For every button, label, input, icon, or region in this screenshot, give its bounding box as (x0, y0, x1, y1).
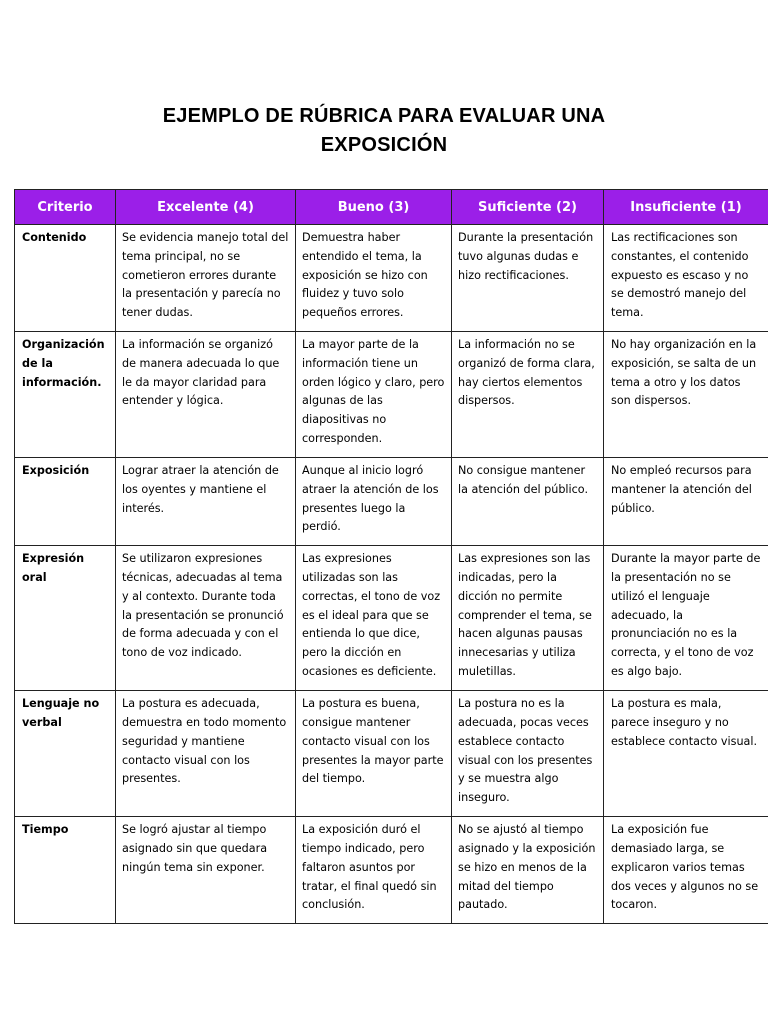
rubric-table-header (15, 190, 768, 225)
excelente-cell: La postura es adecuada, demuestra en todo momento seguridad y mantiene contacto visual con los presentes. (116, 691, 296, 817)
page-title-line-2: EXPOSICIÓN (320, 134, 448, 156)
insuficiente-cell: Durante la mayor parte de la presentación no se utilizó el lenguaje adecuado, la pronunciación no es la correcta, y el tono de voz es algo bajo. (604, 546, 768, 691)
suficiente-cell: La información no se organizó de forma clara, hay ciertos elementos dispersos. (452, 332, 604, 458)
excelente-cell: Se evidencia manejo total del tema principal, no se cometieron errores durante la presentación y parecía no tener dudas. (116, 225, 296, 332)
rubric-table-body (15, 225, 768, 924)
excelente-cell: La información se organizó de manera adecuada lo que le da mayor claridad para entender y lógica. (116, 332, 296, 458)
table-row (15, 691, 768, 817)
page-title-line-1: EJEMPLO DE RÚBRICA PARA EVALUAR UNA (162, 105, 606, 127)
table-row (15, 458, 768, 546)
header-suficiente: Suficiente (2) (452, 190, 604, 225)
table-row (15, 225, 768, 332)
criterion-cell: Exposición (15, 458, 116, 546)
suficiente-cell: Las expresiones son las indicadas, pero la dicción no permite comprender el tema, se hacen algunas pausas innecesarias y utiliza muletillas. (452, 546, 604, 691)
header-criterio: Criterio (15, 190, 116, 225)
criterion-cell: Contenido (15, 225, 116, 332)
excelente-cell: Se logró ajustar al tiempo asignado sin que quedara ningún tema sin exponer. (116, 817, 296, 924)
bueno-cell: La exposición duró el tiempo indicado, pero faltaron asuntos por tratar, el final quedó sin conclusión. (296, 817, 452, 924)
table-row (15, 817, 768, 924)
criterion-cell: Tiempo (15, 817, 116, 924)
insuficiente-cell: Las rectificaciones son constantes, el contenido expuesto es escaso y no se demostró manejo del tema. (604, 225, 768, 332)
bueno-cell: Las expresiones utilizadas son las correctas, el tono de voz es el ideal para que se entienda lo que dice, pero la dicción en ocasiones es deficiente. (296, 546, 452, 691)
rubric-table (14, 189, 768, 924)
page-title (0, 102, 768, 160)
bueno-cell: Demuestra haber entendido el tema, la exposición se hizo con fluidez y tuvo solo pequeños errores. (296, 225, 452, 332)
bueno-cell: La mayor parte de la información tiene un orden lógico y claro, pero algunas de las diapositivas no corresponden. (296, 332, 452, 458)
bueno-cell: La postura es buena, consigue mantener contacto visual con los presentes la mayor parte del tiempo. (296, 691, 452, 817)
header-row (15, 190, 768, 225)
excelente-cell: Se utilizaron expresiones técnicas, adecuadas al tema y al contexto. Durante toda la presentación se pronunció de forma adecuada y con el tono de voz indicado. (116, 546, 296, 691)
criterion-cell: Expresión oral (15, 546, 116, 691)
bueno-cell: Aunque al inicio logró atraer la atención de los presentes luego la perdió. (296, 458, 452, 546)
insuficiente-cell: La exposición fue demasiado larga, se explicaron varios temas dos veces y algunos no se tocaron. (604, 817, 768, 924)
suficiente-cell: La postura no es la adecuada, pocas veces establece contacto visual con los presentes y se muestra algo inseguro. (452, 691, 604, 817)
suficiente-cell: No se ajustó al tiempo asignado y la exposición se hizo en menos de la mitad del tiempo pautado. (452, 817, 604, 924)
excelente-cell: Lograr atraer la atención de los oyentes y mantiene el interés. (116, 458, 296, 546)
criterion-cell: Lenguaje no verbal (15, 691, 116, 817)
criterion-cell: Organización de la información. (15, 332, 116, 458)
insuficiente-cell: La postura es mala, parece inseguro y no establece contacto visual. (604, 691, 768, 817)
table-row (15, 332, 768, 458)
insuficiente-cell: No empleó recursos para mantener la atención del público. (604, 458, 768, 546)
header-excelente: Excelente (4) (116, 190, 296, 225)
header-insuficiente: Insuficiente (1) (604, 190, 768, 225)
suficiente-cell: Durante la presentación tuvo algunas dudas e hizo rectificaciones. (452, 225, 604, 332)
suficiente-cell: No consigue mantener la atención del público. (452, 458, 604, 546)
insuficiente-cell: No hay organización en la exposición, se salta de un tema a otro y los datos son dispersos. (604, 332, 768, 458)
header-bueno: Bueno (3) (296, 190, 452, 225)
table-row (15, 546, 768, 691)
